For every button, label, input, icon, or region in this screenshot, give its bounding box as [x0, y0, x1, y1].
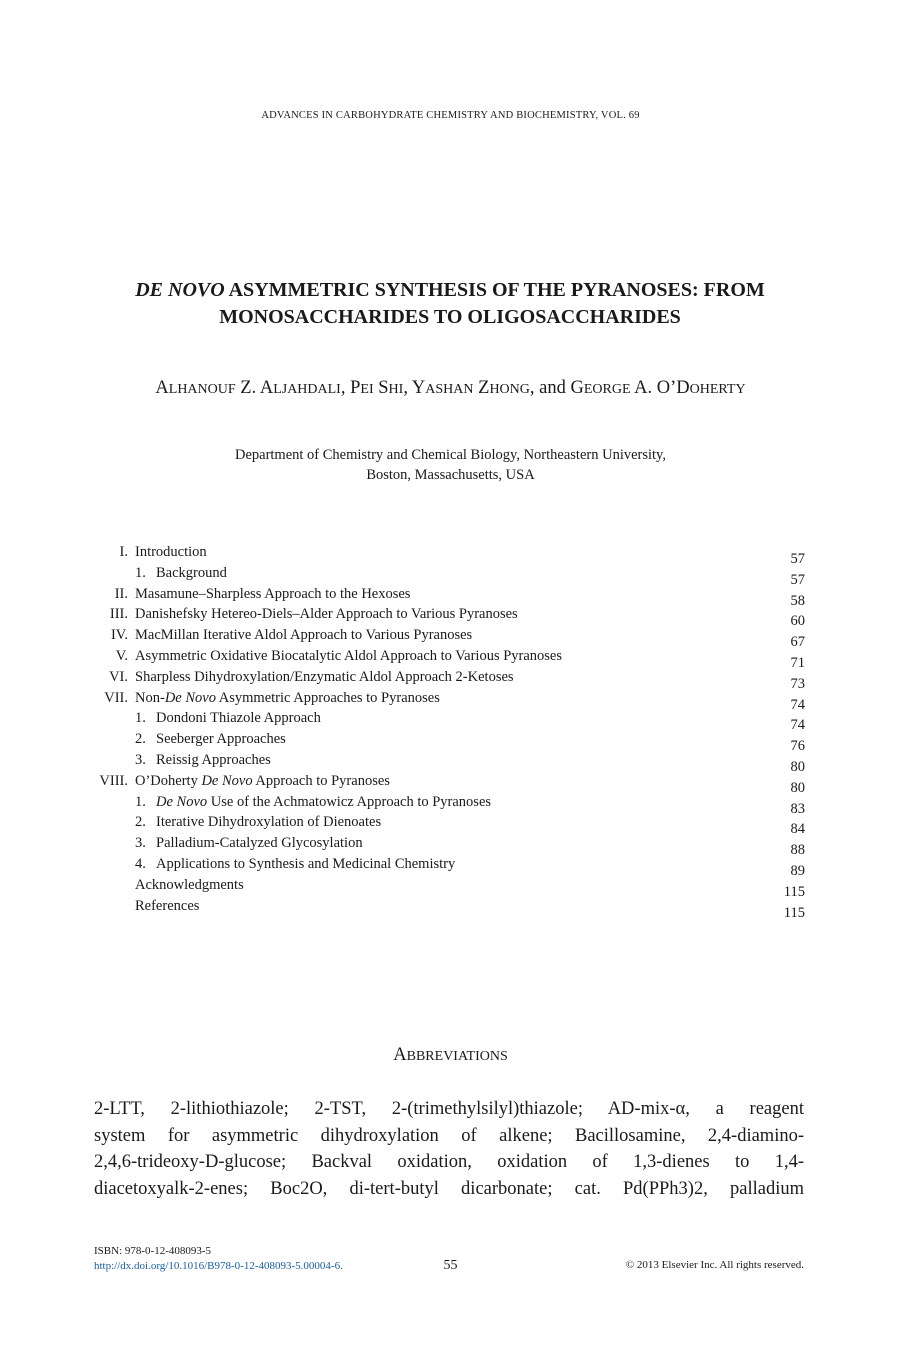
- author-name-part: LHANOUF: [168, 382, 236, 397]
- author-name-part: EI: [360, 382, 374, 397]
- author-separator: ,: [403, 378, 412, 398]
- author-name-part: Y: [411, 378, 426, 398]
- toc-entry-page: 67: [790, 634, 805, 651]
- toc-entry-number: I.: [119, 544, 128, 560]
- toc-entry[interactable]: [90, 794, 805, 815]
- abbreviations-line: 2-LTT, 2-lithiothiazole; 2-TST, 2-(trimethylsilyl)thiazole; AD-mix-α, a reagent: [94, 1099, 804, 1119]
- toc-entry-title: [135, 856, 455, 873]
- toc-entry[interactable]: [90, 773, 805, 794]
- abbreviations-heading-rest: BBREVIATIONS: [406, 1049, 508, 1064]
- toc-entry-title: [135, 835, 363, 852]
- toc-entry-title: [135, 565, 227, 582]
- toc-title-text: Introduction: [135, 544, 207, 560]
- toc-entry-title: [135, 586, 410, 603]
- toc-title-italic: De Novo: [201, 772, 253, 789]
- running-head: ADVANCES IN CARBOHYDRATE CHEMISTRY AND BIOCHEMISTRY, VOL. 69: [261, 110, 640, 121]
- toc-title-text: Reissig Approaches: [156, 751, 271, 768]
- author-name-part: Z.: [235, 378, 260, 398]
- title-italic: DE NOVO: [135, 279, 225, 301]
- toc-entry-page: 57: [790, 551, 805, 567]
- abbreviations-line: system for asymmetric dihydroxylation of alkene; Bacillosamine, 2,4-diamino-: [94, 1125, 804, 1146]
- author-name: [350, 378, 403, 398]
- toc-entry-title: [135, 627, 472, 644]
- toc-entry-title: [135, 794, 491, 811]
- toc-entry[interactable]: [90, 606, 805, 630]
- toc-entry-title: [135, 877, 244, 894]
- toc-entry[interactable]: [90, 856, 805, 877]
- toc-entry[interactable]: [90, 877, 805, 898]
- toc-entry[interactable]: [90, 690, 805, 711]
- toc-title-italic: De Novo: [164, 689, 216, 706]
- toc-title-suffix: Use of the Achmatowicz Approach to Pyranoses: [207, 793, 492, 810]
- toc-entry[interactable]: [90, 648, 805, 669]
- author-name-part: HI: [388, 382, 404, 397]
- toc-entry-page: 83: [790, 800, 805, 817]
- toc-entry-page: 115: [783, 883, 805, 900]
- toc-subentry-number: 4.: [135, 855, 146, 872]
- toc-title-suffix: Asymmetric Approaches to Pyranoses: [215, 689, 440, 706]
- toc-title-text: Sharpless Dihydroxylation/Enzymatic Aldol Approach 2-Ketoses: [135, 668, 514, 685]
- toc-entry-page: 74: [790, 717, 805, 734]
- toc-entry[interactable]: [90, 814, 805, 838]
- toc-entry-number: V.: [115, 647, 128, 664]
- toc-entry-page: 115: [783, 904, 805, 921]
- toc-entry[interactable]: [90, 835, 805, 859]
- toc-entry-number: IV.: [110, 627, 128, 644]
- toc-entry[interactable]: [90, 731, 805, 755]
- author-name-part: A: [155, 378, 169, 398]
- table-of-contents: [90, 544, 805, 921]
- abbreviations-heading: [0, 1045, 901, 1066]
- copyright: © 2013 Elsevier Inc. All rights reserved.: [625, 1259, 804, 1271]
- author-name-part: LJAHDALI: [273, 382, 341, 397]
- toc-entry-page: 58: [790, 592, 805, 609]
- toc-entry-title: [135, 752, 271, 769]
- toc-entry-page: 73: [790, 675, 805, 692]
- author-separator: , and: [529, 378, 571, 398]
- affiliation: [0, 445, 901, 485]
- toc-entry-title: [135, 710, 321, 727]
- author-name: [155, 378, 340, 398]
- toc-entry-page: 74: [790, 696, 805, 713]
- author-name-part: A: [259, 378, 274, 398]
- author-name-part: ASHAN: [425, 382, 474, 397]
- article-title: [60, 277, 840, 331]
- toc-title-text: Seeberger Approaches: [156, 731, 286, 748]
- toc-entry-page: 89: [790, 862, 805, 879]
- abbreviations-line: diacetoxyalk-2-enes; Boc2O, di-tert-butyl dicarbonate; cat. Pd(PPh3)2, palladium: [94, 1178, 804, 1199]
- abbreviations-paragraph: [94, 1096, 804, 1202]
- toc-entry-page: 80: [790, 779, 805, 796]
- toc-title-suffix: Approach to Pyranoses: [252, 772, 390, 789]
- affiliation-line-1: Department of Chemistry and Chemical Biology, Northeastern University,: [234, 447, 666, 463]
- author-name-part: EORGE: [583, 382, 631, 397]
- toc-title-text: Asymmetric Oxidative Biocatalytic Aldol Approach to Various Pyranoses: [135, 647, 563, 664]
- toc-title-text: Dondoni Thiazole Approach: [156, 710, 321, 727]
- author-name-part: G: [570, 378, 584, 398]
- author-name-part: A. O’: [630, 378, 677, 398]
- author-name-part: HONG: [489, 382, 530, 397]
- toc-entry-page: 80: [790, 758, 805, 775]
- toc-entry-title: [135, 814, 381, 831]
- toc-title-prefix: Non-: [135, 689, 165, 706]
- toc-entry[interactable]: [90, 898, 805, 919]
- toc-entry[interactable]: [90, 565, 805, 586]
- toc-entry-page: 88: [790, 842, 805, 859]
- toc-entry-title: [135, 731, 286, 748]
- author-name-part: Z: [478, 378, 490, 398]
- toc-title-text: Applications to Synthesis and Medicinal Chemistry: [156, 855, 456, 872]
- author-name: [412, 378, 530, 398]
- affiliation-line-2: Boston, Massachusetts, USA: [366, 467, 535, 483]
- title-line-2: MONOSACCHARIDES TO OLIGOSACCHARIDES: [219, 306, 681, 328]
- toc-title-text: Palladium-Catalyzed Glycosylation: [156, 835, 363, 852]
- toc-title-italic: De Novo: [156, 793, 208, 810]
- toc-entry-page: 57: [790, 571, 805, 588]
- toc-entry-page: 60: [790, 613, 805, 630]
- toc-subentry-number: 1.: [135, 564, 146, 581]
- toc-entry-number: VIII.: [99, 772, 128, 789]
- toc-title-text: Iterative Dihydroxylation of Dienoates: [156, 814, 382, 831]
- isbn: ISBN: 978-0-12-408093-5: [94, 1245, 212, 1257]
- toc-subentry-number: 1.: [135, 710, 146, 727]
- toc-entry-page: 84: [790, 821, 805, 838]
- toc-entry[interactable]: [90, 710, 805, 734]
- toc-entry-title: [135, 773, 390, 790]
- toc-subentry-number: 2.: [135, 814, 146, 831]
- title-line-1-rest: ASYMMETRIC SYNTHESIS OF THE PYRANOSES: FROM: [224, 279, 765, 301]
- toc-entry-title: [135, 606, 518, 623]
- toc-title-text: Danishefsky Hetereo-Diels–Alder Approach to Various Pyranoses: [135, 606, 518, 623]
- toc-entry-title: [135, 544, 207, 561]
- abbreviations-line: 2,4,6-trideoxy-D-glucose; Backval oxidation, oxidation of 1,3-dienes to 1,4-: [94, 1152, 804, 1172]
- toc-subentry-number: 1.: [135, 793, 146, 810]
- author-name: [570, 378, 745, 398]
- title-line-1: [60, 277, 840, 304]
- toc-entry-title: [135, 669, 514, 686]
- author-list: [0, 378, 901, 399]
- toc-title-text: Masamune–Sharpless Approach to the Hexoses: [135, 585, 411, 602]
- author-separator: ,: [340, 378, 351, 398]
- page-number: 55: [443, 1258, 458, 1273]
- toc-entry-number: VII.: [104, 689, 128, 706]
- toc-entry-title: [135, 898, 199, 915]
- toc-title-text: MacMillan Iterative Aldol Approach to Various Pyranoses: [135, 627, 473, 644]
- abbreviations-heading-cap: A: [393, 1045, 407, 1065]
- toc-entry-title: [135, 648, 562, 665]
- toc-title-text: Acknowledgments: [135, 876, 244, 893]
- toc-entry[interactable]: [90, 586, 805, 607]
- toc-title-text: References: [135, 897, 200, 914]
- author-name-part: D: [676, 378, 690, 398]
- toc-entry-number: II.: [114, 585, 128, 602]
- toc-entry-number: VI.: [109, 668, 128, 685]
- toc-entry-page: 76: [790, 738, 805, 755]
- toc-entry-number: III.: [109, 606, 128, 623]
- toc-entry[interactable]: [90, 669, 805, 690]
- toc-title-text: Background: [156, 564, 227, 581]
- author-name-part: S: [378, 378, 389, 398]
- toc-subentry-number: 2.: [135, 731, 146, 748]
- toc-title-prefix: O’Doherty: [135, 772, 202, 789]
- toc-subentry-number: 3.: [135, 835, 146, 852]
- toc-entry-title: [135, 690, 440, 707]
- author-name-part: P: [350, 378, 361, 398]
- author-name-part: OHERTY: [689, 382, 746, 397]
- doi-link[interactable]: http://dx.doi.org/10.1016/B978-0-12-408093-5.00004-6.: [94, 1260, 343, 1272]
- toc-entry[interactable]: [90, 627, 805, 651]
- toc-entry[interactable]: [90, 752, 805, 773]
- toc-entry[interactable]: [90, 544, 805, 565]
- toc-subentry-number: 3.: [135, 751, 146, 768]
- toc-entry-page: 71: [790, 654, 805, 671]
